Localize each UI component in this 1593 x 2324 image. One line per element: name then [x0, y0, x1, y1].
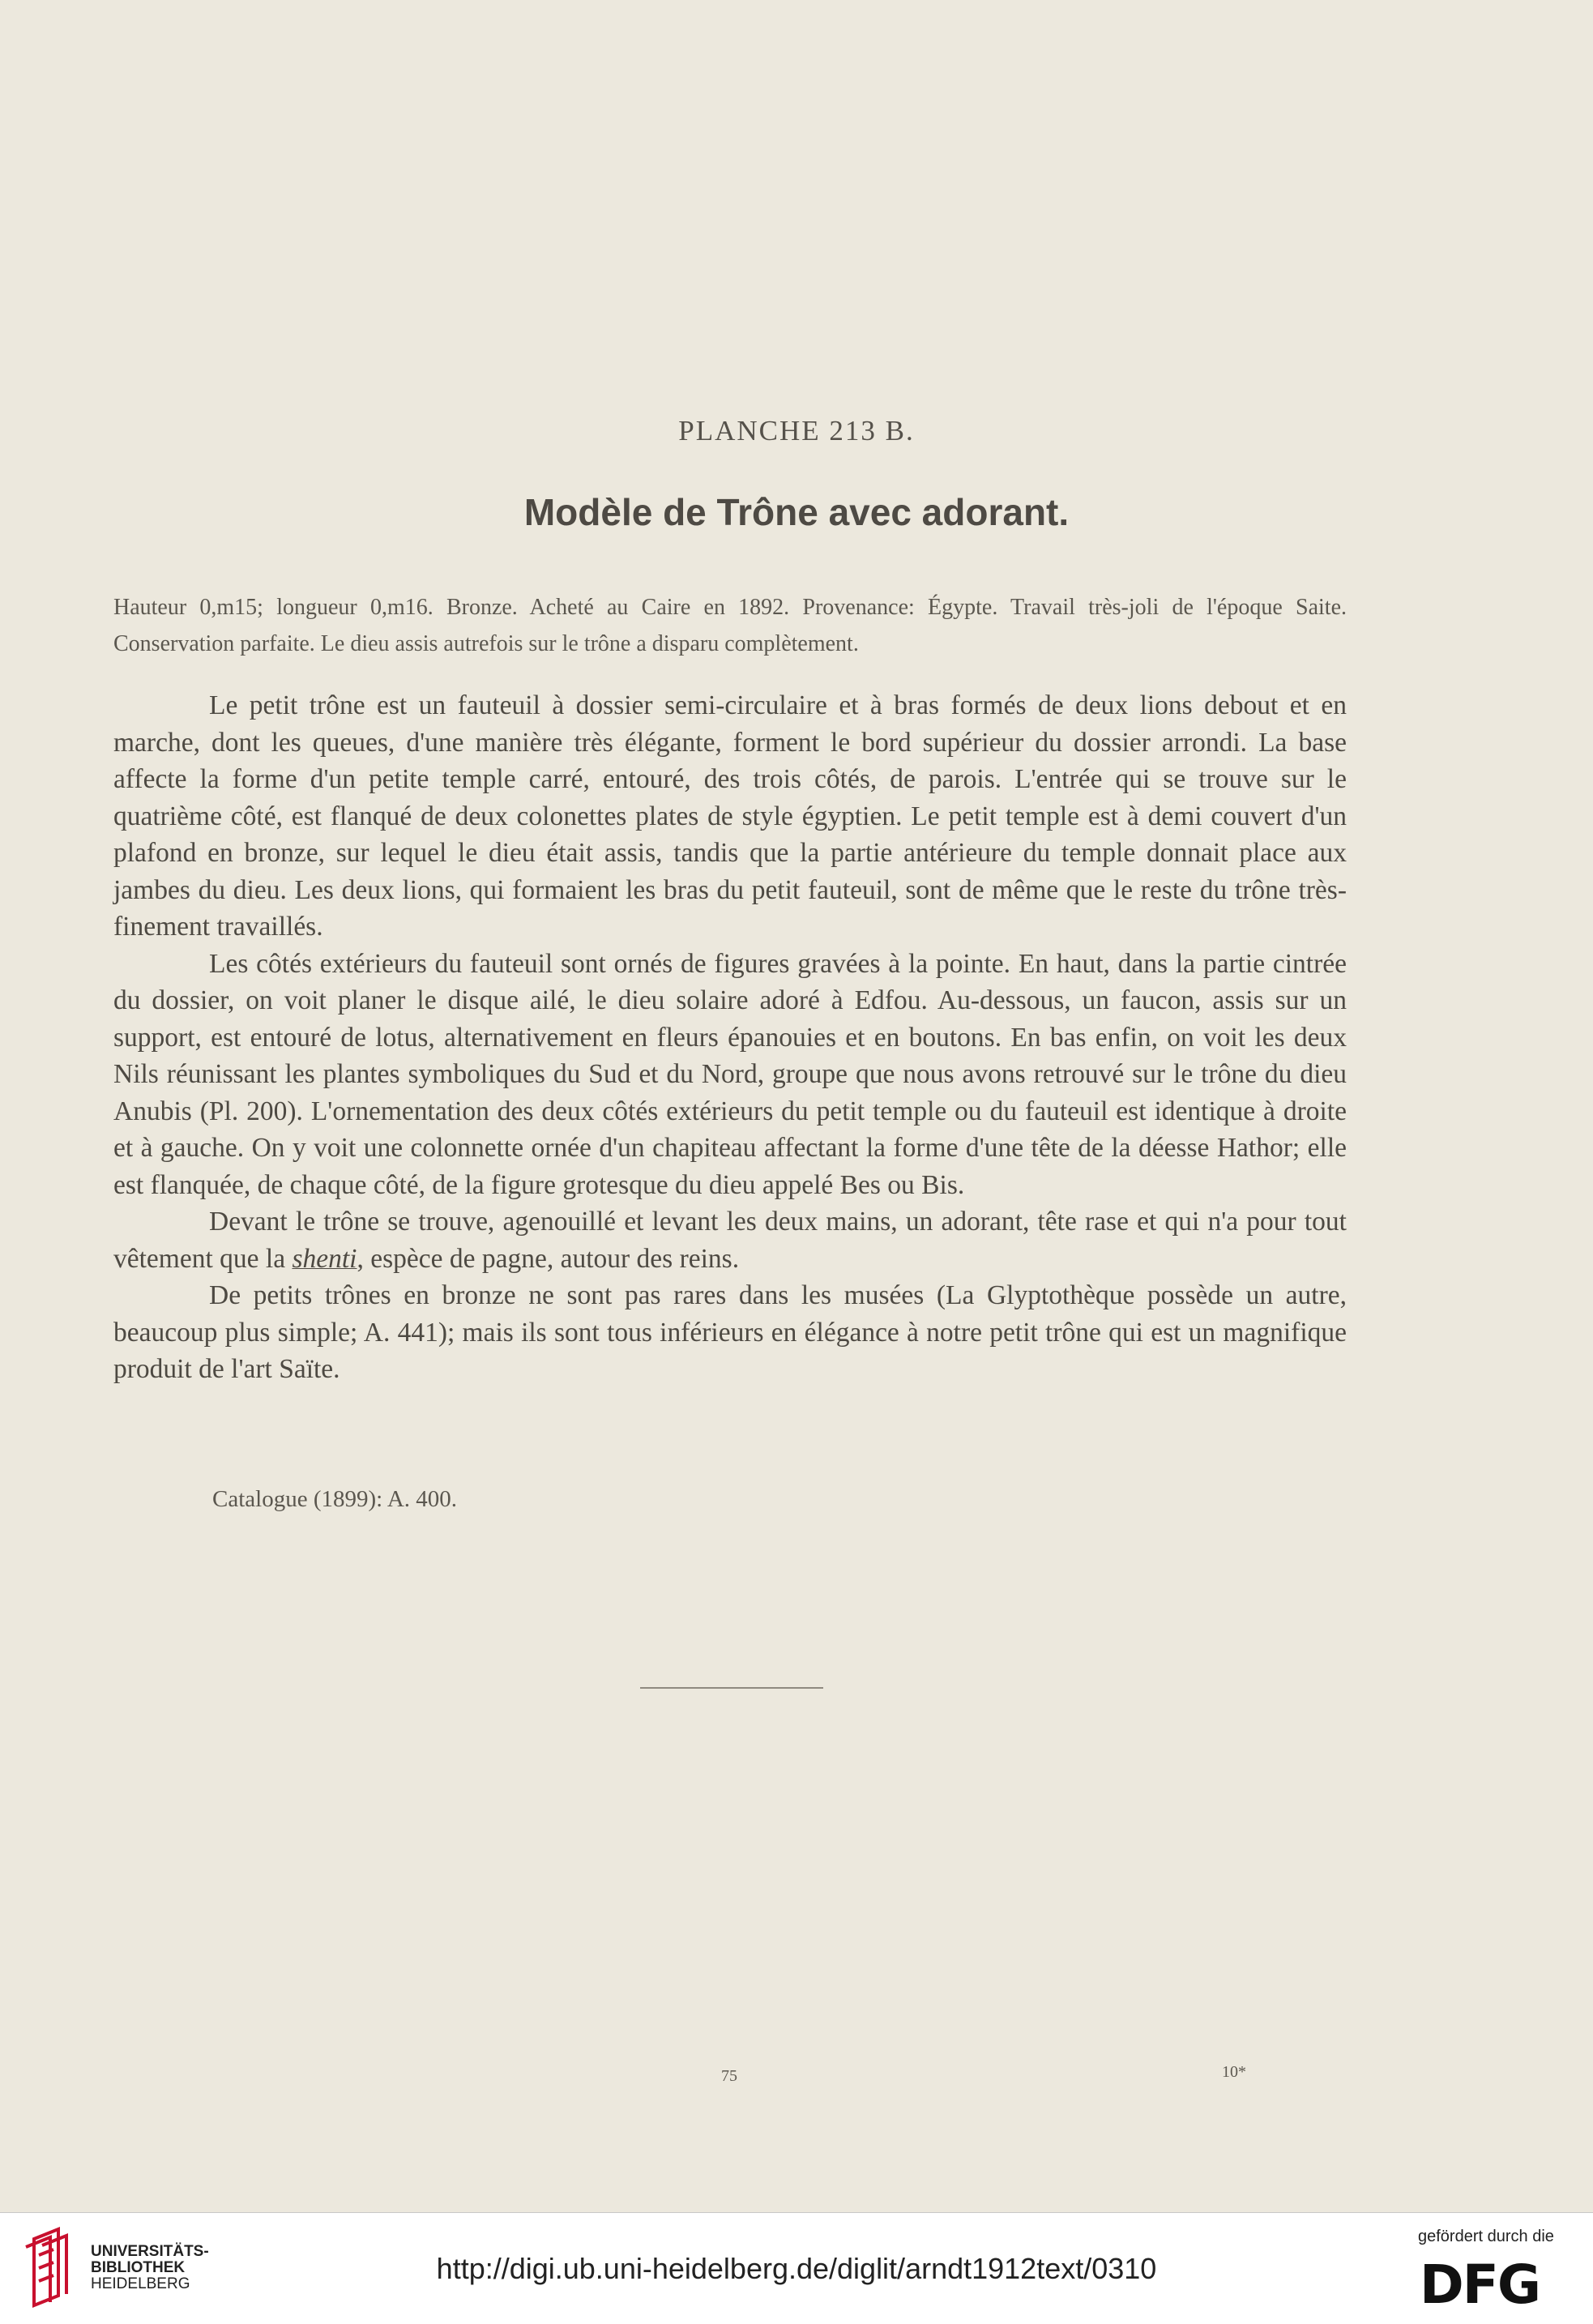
- paragraph: De petits trônes en bronze ne sont pas rares dans les musées (La Glyptothèque possède un autre, beaucoup plus simple; A. 441); mais ils sont tous inférieurs en élégance à notre petit trône qui est un magnifique produit de l'art Saïte.: [113, 1280, 1347, 1384]
- description-body: [113, 687, 1347, 1388]
- object-metadata: Hauteur 0,m15; longueur 0,m16. Bronze. Acheté au Caire en 1892. Provenance: Égypte. Travail très-joli de l'époque Saite. Conservation parfaite. Le dieu assis autrefois sur le trône a disparu complètement.: [113, 595, 1347, 656]
- plate-number: PLANCHE 213 B.: [678, 415, 915, 446]
- signature-mark: 10*: [1222, 2063, 1246, 2081]
- paragraph-text: Devant le trône se trouve, agenouillé et levant les deux mains, un adorant, tête rase et qui n'a pour tout vêtement que la: [113, 1207, 1347, 1274]
- dfg-logo: DFG: [1420, 2254, 1540, 2316]
- paragraph: Les côtés extérieurs du fauteuil sont ornés de figures gravées à la pointe. En haut, dans la partie cintrée du dossier, on voit planer le disque ailé, le dieu solaire adoré à Edfou. Au-dessous, un faucon, assis sur un support, est entouré de lotus, alternativement en fleurs épanouies et en boutons. En bas enfin, on voit les deux Nils réunissant les plantes symboliques du Sud et du Nord, groupe que nous avons retrouvé sur le trône du dieu Anubis (Pl. 200). L'ornementation des deux côtés extérieurs du petit temple ou du fauteuil est identique à droite et à gauche. On y voit une colonnette ornée d'un chapiteau affectant la forme d'une tête de la déesse Hathor; elle est flanquée, de chaque côté, de la figure grotesque du dieu appelé Bes ou Bis.: [113, 948, 1347, 1200]
- library-name-line: BIBLIOTHEK: [91, 2259, 186, 2276]
- page-number: 75: [721, 2067, 737, 2085]
- paragraph: [113, 1203, 1347, 1277]
- library-name-line: HEIDELBERG: [91, 2275, 190, 2292]
- paragraph: Le petit trône est un fauteuil à dossier semi-circulaire et à bras formés de deux lions debout et en marche, dont les queues, d'une manière très élégante, forment le bord supérieur du dossier arrondi. La base affecte la forme d'un petite temple carré, entouré, des trois côtés, de parois. L'entrée qui se trouve sur le quatrième côté, est flanqué de deux colonettes plates de style égyptien. Le petit temple est à demi couvert d'un plafond en bronze, sur lequel le dieu était assis, tandis que la partie antérieure du temple donnait place aux jambes du dieu. Les deux lions, qui formaient les bras du petit fauteuil, sont de même que le reste du trône très-finement travaillés.: [113, 690, 1347, 942]
- page-title: Modèle de Trône avec adorant.: [523, 491, 1070, 533]
- catalogue-reference: Catalogue (1899): A. 400.: [212, 1486, 458, 1512]
- funding-label: gefördert durch die: [1418, 2228, 1554, 2245]
- source-url-link[interactable]: http://digi.ub.uni-heidelberg.de/diglit/arndt1912text/0310: [436, 2252, 1157, 2285]
- italic-term: shenti: [292, 1243, 357, 1274]
- paragraph-text: , espèce de pagne, autour des reins.: [357, 1243, 740, 1274]
- section-divider: [640, 1687, 823, 1689]
- digitization-footer: [0, 2212, 1593, 2324]
- library-name-line: UNIVERSITÄTS-: [91, 2243, 209, 2260]
